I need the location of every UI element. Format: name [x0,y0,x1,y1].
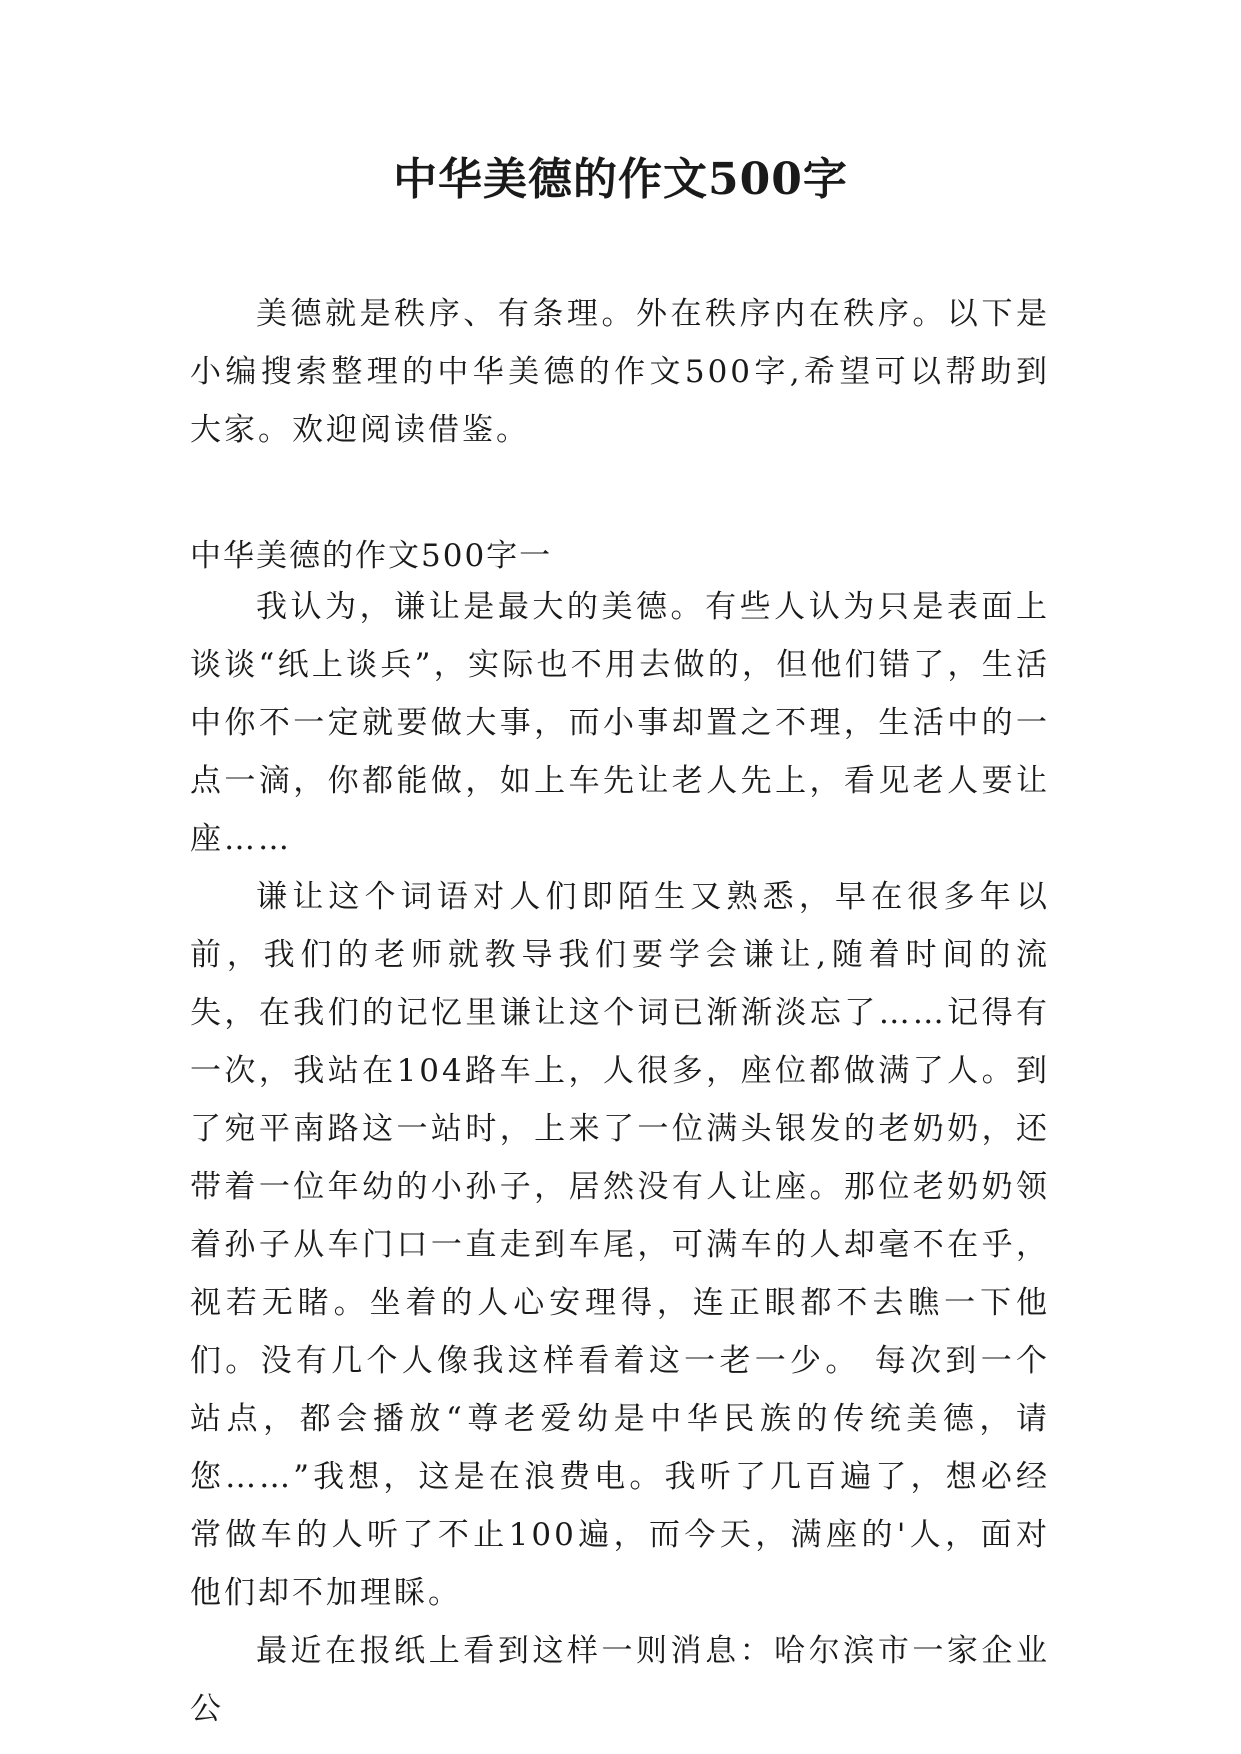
essay-body [190,578,1050,1738]
intro-block [190,285,1050,459]
intro-paragraph: 美德就是秩序、有条理。外在秩序内在秩序。以下是小编搜索整理的中华美德的作文500字,希望可以帮助到大家。欢迎阅读借鉴。 [190,296,1050,448]
essay-paragraph-3: 最近在报纸上看到这样一则消息：哈尔滨市一家企业公 [190,1633,1050,1727]
essay-paragraph-2: 谦让这个词语对人们即陌生又熟悉，早在很多年以前，我们的老师就教导我们要学会谦让,随着时间的流失，在我们的记忆里谦让这个词已渐渐淡忘了……记得有一次，我站在104路车上，人很多，座位都做满了人。到了宛平南路这一站时，上来了一位满头银发的老奶奶，还带着一位年幼的小孙子，居然没有人让座。那位老奶奶领着孙子从车门口一直走到车尾，可满车的人却毫不在乎，视若无睹。坐着的人心安理得，连正眼都不去瞧一下他们。没有几个人像我这样看着这一老一少。 每次到一个站点，都会播放“尊老爱幼是中华民族的传统美德，请您……”我想，这是在浪费电。我听了几百遍了，想必经常做车的人听了不止100遍，而今天，满座的'人，面对他们却不加理睬。 [190,879,1050,1611]
section-heading: 中华美德的作文500字一 [190,538,553,574]
essay-paragraph-1: 我认为，谦让是最大的美德。有些人认为只是表面上谈谈“纸上谈兵”，实际也不用去做的，但他们错了，生活中你不一定就要做大事，而小事却置之不理，生活中的一点一滴，你都能做，如上车先让老人先上，看见老人要让座…… [190,589,1050,857]
document-title: 中华美德的作文500字 [393,154,848,205]
